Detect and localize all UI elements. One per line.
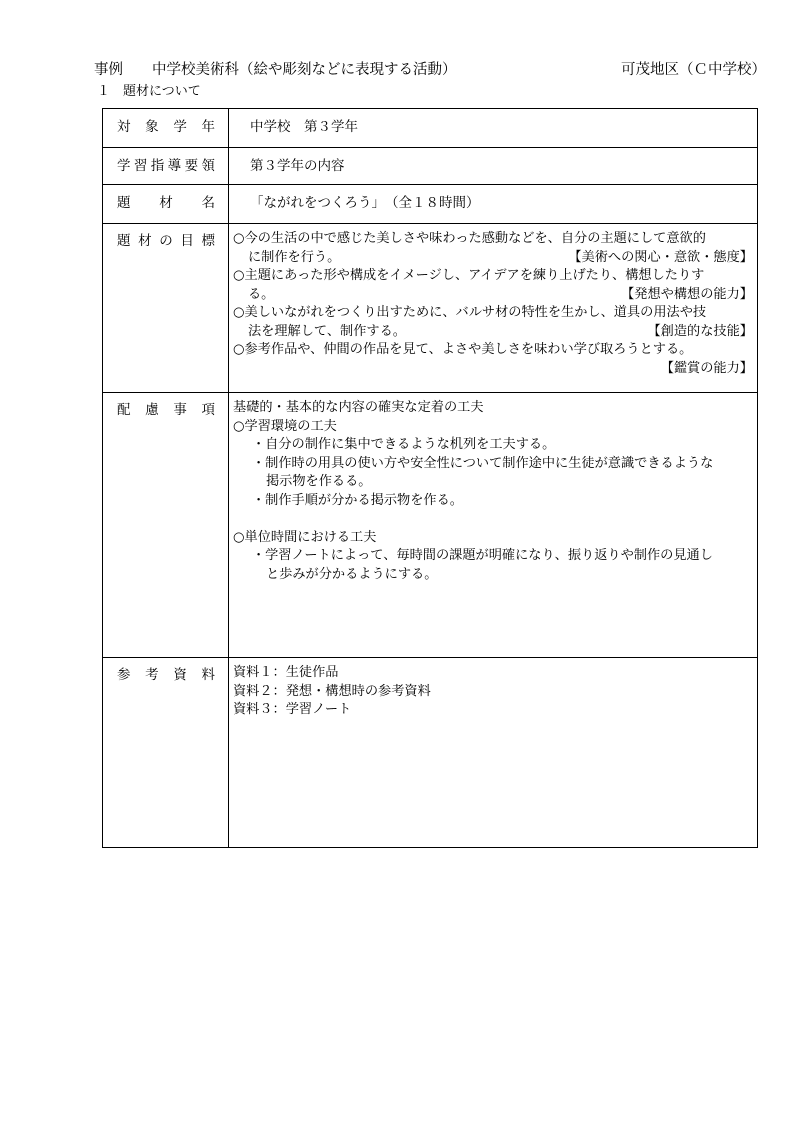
goal-2-tag: 【発想や構想の能力】 [621,286,753,302]
goals-label-cell [103,224,229,393]
table-row-target [103,109,758,148]
group2-item-1-line1: ・学習ノートによって、毎時間の課題が明確になり、振り返りや制作の見通し [252,548,713,563]
spacer [233,510,753,529]
goal-2-line1: ○主題にあった形や構成をイメージし、アイデアを練り上げたり、構想したりす [233,268,705,283]
goals-label: 題 材 の 目 標 [117,233,215,249]
group1-item-1: ・自分の制作に集中できるような机列を工夫する。 [252,437,556,452]
goals-list [229,224,757,378]
document-header [94,58,766,78]
target-label-cell [103,109,229,148]
goal-1-line1: ○今の生活の中で感じた美しさや味わった感動などを、自分の主題にして意欲的 [233,231,706,246]
goal-3-line1: ○美しいながれをつくり出すために、バルサ材の特性を生かし、道具の用法や技 [233,305,707,320]
topic-label-cell [103,185,229,224]
references-value-cell [229,658,758,848]
topic-value-cell [229,185,758,224]
goal-4-tag: 【鑑賞の能力】 [660,360,753,376]
considerations-list [229,393,757,584]
goal-4-line1: ○参考作品や、仲間の作品を見て、よさや美しさを味わい学び取ろうとする。 [233,342,693,357]
reference-item-2: 資料２：発想・構想時の参考資料 [233,683,431,699]
references-list [229,658,757,720]
considerations-intro: 基礎的・基本的な内容の確実な定着の工夫 [233,400,484,415]
guideline-label-cell [103,148,229,185]
group1-title: ○学習環境の工夫 [233,418,337,434]
goal-3-line2: 法を理解して、制作する。 【創造的な技能】 [233,323,753,342]
goal-3-tag: 【創造的な技能】 [647,323,753,339]
goal-2-line2: る。 【発想や構想の能力】 [233,286,753,305]
reference-item-3: 資料３：学習ノート [233,702,352,717]
considerations-label-cell [103,393,229,658]
goal-1-tag: 【美術への関心・意欲・態度】 [568,249,753,265]
group1-item-2-line2: 掲示物を作るる。 [266,474,372,489]
group1-item-3: ・制作手順が分かる掲示物を作る。 [252,492,463,508]
group2-item-1-line2: と歩みが分かるようにする。 [266,566,438,582]
group1-item-2-line1: ・制作時の用具の使い方や安全性について制作途中に生徒が意識できるような [252,455,714,471]
target-label: 対 象 学 年 [117,119,215,135]
references-label-cell [103,658,229,848]
district-school: 可茂地区（Ｃ中学校） [621,62,766,78]
table-row-considerations [103,393,758,658]
group2-title: ○単位時間における工夫 [233,529,377,545]
topic-value: 「ながれをつくろう」 （全１８時間） [250,195,480,211]
section-title: １ 題材について [97,84,201,99]
table-row-goals [103,224,758,393]
table-row-guideline [103,148,758,185]
considerations-label: 配 慮 事 項 [117,402,215,418]
goals-value-cell [229,224,758,393]
references-label: 参 考 資 料 [117,667,215,683]
guideline-label: 学 習 指 導 要 領 [117,158,215,174]
guideline-value-cell [229,148,758,185]
guideline-value: 第３学年の内容 [250,158,345,174]
target-value: 中学校 第３学年 [250,119,358,135]
case-title: 事例 中学校美術科（絵や彫刻などに表現する活動） [94,62,457,78]
considerations-value-cell [229,393,758,658]
reference-item-1: 資料１：生徒作品 [233,665,339,680]
topic-label: 題 材 名 [117,195,215,211]
table-row-topic [103,185,758,224]
goal-1-line2: に制作を行う。 【美術への関心・意欲・態度】 [233,249,753,268]
table-row-references [103,658,758,848]
target-value-cell [229,109,758,148]
topic-table [102,108,758,848]
